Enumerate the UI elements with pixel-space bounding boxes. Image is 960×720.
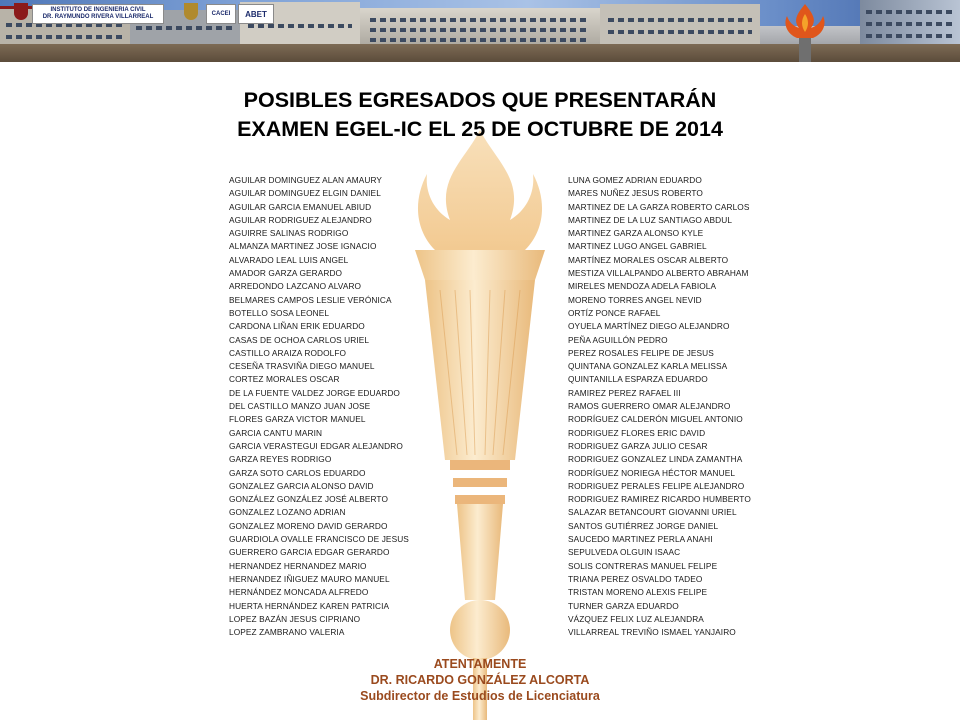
list-item: MARTINEZ DE LA GARZA ROBERTO CARLOS [568,201,750,212]
cacei-logo [206,4,236,24]
list-item: MARES NUÑEZ JESUS ROBERTO [568,188,703,199]
list-item: MESTIZA VILLALPANDO ALBERTO ABRAHAM [568,268,749,279]
list-item: RODRIGUEZ RAMIREZ RICARDO HUMBERTO [568,494,751,505]
list-item: GONZALEZ GARCIA ALONSO DAVID [229,480,374,491]
title-line-2: EXAMEN EGEL-IC EL 25 DE OCTUBRE DE 2014 [237,117,723,141]
list-item: RODRIGUEZ FLORES ERIC DAVID [568,427,706,438]
list-item: GONZALEZ LOZANO ADRIAN [229,507,346,518]
list-item: QUINTANA GONZALEZ KARLA MELISSA [568,361,728,372]
list-item: MARTINEZ DE LA LUZ SANTIAGO ABDUL [568,214,733,225]
list-item: MARTÍNEZ MORALES OSCAR ALBERTO [568,254,729,265]
list-item: BOTELLO SOSA LEONEL [229,307,330,318]
institute-logo-line1: INSTITUTO DE INGENIERIA CIVIL [50,7,146,13]
cacei-logo-text: CACEI [211,10,231,17]
abet-logo [238,4,274,24]
list-item: ALVARADO LEAL LUIS ANGEL [229,254,349,265]
list-item: RODRÍGUEZ NORIEGA HÉCTOR MANUEL [568,467,736,478]
list-item: AGUILAR RODRIGUEZ ALEJANDRO [229,214,372,225]
list-item: HERNANDEZ IÑIGUEZ MAURO MANUEL [229,573,390,584]
list-item: PEREZ ROSALES FELIPE DE JESUS [568,347,714,358]
institute-logo-line2: DR. RAYMUNDO RIVERA VILLARREAL [42,14,154,20]
faculty-shield-icon [184,3,198,20]
list-item: GONZALEZ MORENO DAVID GERARDO [229,520,388,531]
signatory-name: DR. RICARDO GONZÁLEZ ALCORTA [370,673,590,687]
list-item: HERNANDEZ HERNANDEZ MARIO [229,560,367,571]
list-item: GARCIA VERASTEGUI EDGAR ALEJANDRO [229,440,403,451]
names-list-right [568,174,908,639]
list-item: LOPEZ BAZÁN JESUS CIPRIANO [229,613,361,624]
header-banner [0,0,960,62]
list-item: CARDONA LIÑAN ERIK EDUARDO [229,321,365,332]
list-item: MARTINEZ LUGO ANGEL GABRIEL [568,241,707,252]
list-item: AGUILAR GARCIA EMANUEL ABIUD [229,201,372,212]
list-item: ALMANZA MARTINEZ JOSE IGNACIO [229,241,377,252]
list-item: HERNÁNDEZ MONCADA ALFREDO [229,587,369,598]
list-item: GUARDIOLA OVALLE FRANCISCO DE JESUS [229,534,409,545]
list-item: ORTÍZ PONCE RAFAEL [568,307,661,318]
list-item: RAMOS GUERRERO OMAR ALEJANDRO [568,401,731,412]
list-item: AGUILAR DOMINGUEZ ELGIN DANIEL [229,188,381,199]
list-item: PEÑA AGUILLÓN PEDRO [568,334,668,345]
list-item: MORENO TORRES ANGEL NEVID [568,294,702,305]
names-list-left [229,174,569,639]
list-item: SALAZAR BETANCOURT GIOVANNI URIEL [568,507,737,518]
list-item: AMADOR GARZA GERARDO [229,268,343,279]
flame-sculpture-icon [775,0,835,62]
list-item: VILLARREAL TREVIÑO ISMAEL YANJAIRO [568,627,736,638]
list-item: FLORES GARZA VICTOR MANUEL [229,414,366,425]
list-item: GARCIA CANTU MARIN [229,427,323,438]
list-item: AGUIRRE SALINAS RODRIGO [229,228,349,239]
list-item: OYUELA MARTÍNEZ DIEGO ALEJANDRO [568,321,730,332]
list-item: LOPEZ ZAMBRANO VALERIA [229,627,345,638]
list-item: SAUCEDO MARTINEZ PERLA ANAHI [568,534,713,545]
list-item: DE LA FUENTE VALDEZ JORGE EDUARDO [229,387,400,398]
page-title [0,86,960,144]
list-item: SEPULVEDA OLGUIN ISAAC [568,547,681,558]
list-item: BELMARES CAMPOS LESLIE VERÓNICA [229,294,392,305]
list-item: VÁZQUEZ FELIX LUZ ALEJANDRA [568,613,704,624]
signature-block [0,656,960,704]
list-item: GONZÁLEZ GONZÁLEZ JOSÉ ALBERTO [229,494,388,505]
list-item: RODRIGUEZ GONZALEZ LINDA ZAMANTHA [568,454,743,465]
abet-logo-text: ABET [245,9,267,19]
list-item: MIRELES MENDOZA ADELA FABIOLA [568,281,717,292]
university-shield-icon [14,3,28,20]
list-item: RODRÍGUEZ CALDERÓN MIGUEL ANTONIO [568,414,743,425]
signatory-title: Subdirector de Estudios de Licenciatura [360,689,600,703]
title-line-1: POSIBLES EGRESADOS QUE PRESENTARÁN [243,88,717,112]
list-item: CASAS DE OCHOA CARLOS URIEL [229,334,370,345]
list-item: GUERRERO GARCIA EDGAR GERARDO [229,547,390,558]
list-item: MARTINEZ GARZA ALONSO KYLE [568,228,704,239]
list-item: ARREDONDO LAZCANO ALVARO [229,281,362,292]
list-item: CESEÑA TRASVIÑA DIEGO MANUEL [229,361,375,372]
closing-text: ATENTAMENTE [433,657,527,671]
list-item: HUERTA HERNÁNDEZ KAREN PATRICIA [229,600,390,611]
list-item: LUNA GOMEZ ADRIAN EDUARDO [568,175,702,185]
list-item: RODRIGUEZ GARZA JULIO CESAR [568,440,708,451]
list-item: CORTEZ MORALES OSCAR [229,374,340,385]
list-item: DEL CASTILLO MANZO JUAN JOSE [229,401,371,412]
list-item: GARZA REYES RODRIGO [229,454,332,465]
list-item: RODRIGUEZ PERALES FELIPE ALEJANDRO [568,480,745,491]
list-item: QUINTANILLA ESPARZA EDUARDO [568,374,708,385]
list-item: RAMIREZ PEREZ RAFAEL III [568,387,681,398]
list-item: TURNER GARZA EDUARDO [568,600,679,611]
list-item: SANTOS GUTIÉRREZ JORGE DANIEL [568,520,719,531]
list-item: TRIANA PEREZ OSVALDO TADEO [568,573,703,584]
list-item: TRISTAN MORENO ALEXIS FELIPE [568,587,708,598]
list-item: AGUILAR DOMINGUEZ ALAN AMAURY [229,175,383,185]
list-item: SOLIS CONTRERAS MANUEL FELIPE [568,560,718,571]
institute-logo [32,4,164,24]
list-item: CASTILLO ARAIZA RODOLFO [229,347,347,358]
list-item: GARZA SOTO CARLOS EDUARDO [229,467,366,478]
